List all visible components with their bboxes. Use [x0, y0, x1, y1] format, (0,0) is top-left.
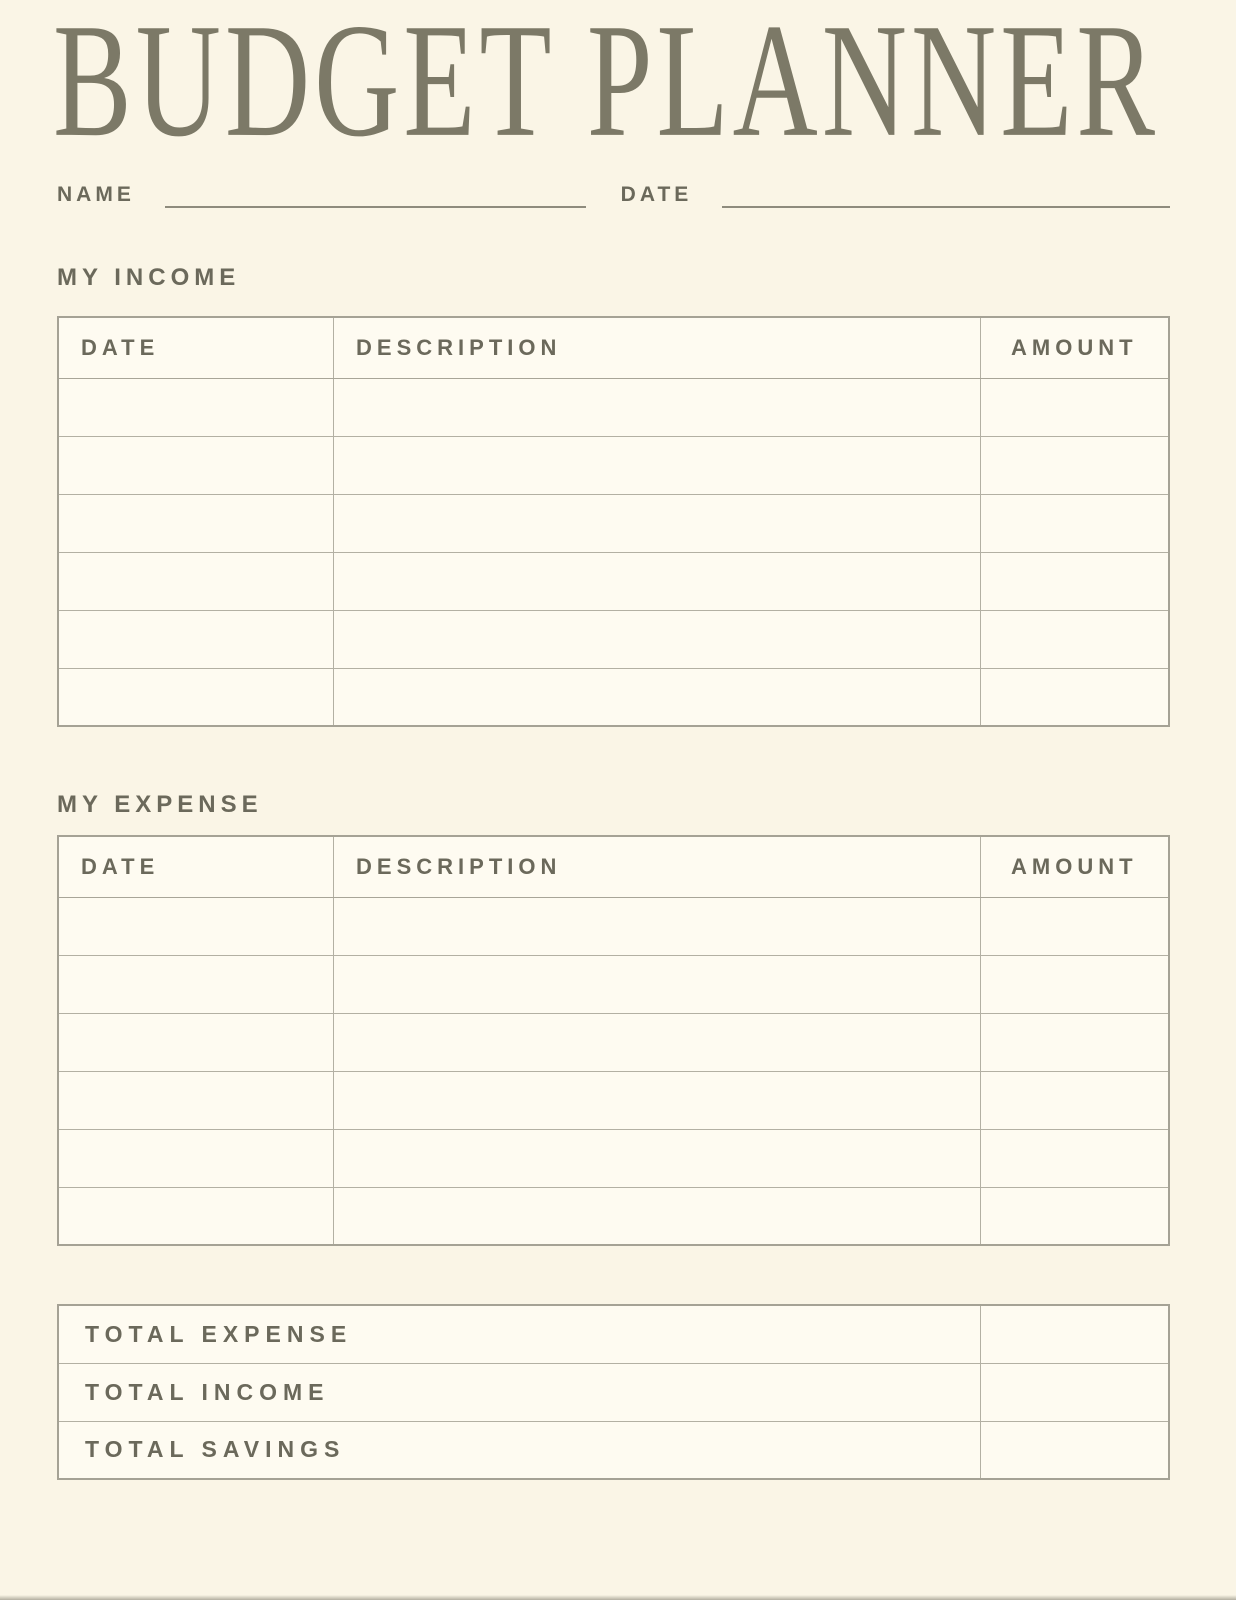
income-column-date: DATE — [58, 317, 334, 378]
totals-table — [57, 1304, 1170, 1480]
total-label: TOTAL INCOME — [58, 1363, 980, 1421]
table-row — [58, 955, 1169, 1013]
date-cell[interactable] — [58, 610, 334, 668]
total-value-cell[interactable] — [980, 1363, 1169, 1421]
table-row — [58, 1187, 1169, 1245]
amount-cell[interactable] — [980, 897, 1169, 955]
expense-header-row — [58, 836, 1169, 897]
amount-cell[interactable] — [980, 1013, 1169, 1071]
description-cell[interactable] — [334, 897, 981, 955]
table-row — [58, 897, 1169, 955]
table-row — [58, 552, 1169, 610]
name-input-line[interactable] — [165, 178, 586, 208]
description-cell[interactable] — [334, 1129, 981, 1187]
description-cell[interactable] — [334, 1187, 981, 1245]
expense-table-body — [58, 897, 1169, 1245]
totals-row — [58, 1421, 1169, 1479]
amount-cell[interactable] — [980, 1129, 1169, 1187]
date-field — [621, 178, 1170, 212]
totals-row — [58, 1363, 1169, 1421]
page-bottom-edge-shadow — [0, 1595, 1236, 1600]
date-cell[interactable] — [58, 378, 334, 436]
income-table-header — [58, 317, 1169, 378]
expense-table-header — [58, 836, 1169, 897]
table-row — [58, 1071, 1169, 1129]
amount-cell[interactable] — [980, 378, 1169, 436]
name-label: NAME — [57, 183, 135, 206]
description-cell[interactable] — [334, 1013, 981, 1071]
total-value-cell[interactable] — [980, 1305, 1169, 1363]
date-cell[interactable] — [58, 668, 334, 726]
table-row — [58, 1013, 1169, 1071]
income-column-description: DESCRIPTION — [334, 317, 981, 378]
total-label: TOTAL EXPENSE — [58, 1305, 980, 1363]
page-title: BUDGET PLANNER — [53, 0, 1160, 171]
date-cell[interactable] — [58, 1129, 334, 1187]
table-row — [58, 610, 1169, 668]
date-cell[interactable] — [58, 436, 334, 494]
table-row — [58, 668, 1169, 726]
description-cell[interactable] — [334, 436, 981, 494]
table-row — [58, 1129, 1169, 1187]
expense-column-date: DATE — [58, 836, 334, 897]
amount-cell[interactable] — [980, 610, 1169, 668]
table-row — [58, 436, 1169, 494]
expense-table — [57, 835, 1170, 1246]
description-cell[interactable] — [334, 1071, 981, 1129]
amount-cell[interactable] — [980, 955, 1169, 1013]
amount-cell[interactable] — [980, 668, 1169, 726]
amount-cell[interactable] — [980, 1071, 1169, 1129]
income-column-amount: AMOUNT — [980, 317, 1169, 378]
amount-cell[interactable] — [980, 1187, 1169, 1245]
date-cell[interactable] — [58, 552, 334, 610]
income-table — [57, 316, 1170, 727]
description-cell[interactable] — [334, 668, 981, 726]
date-cell[interactable] — [58, 494, 334, 552]
date-cell[interactable] — [58, 955, 334, 1013]
date-cell[interactable] — [58, 897, 334, 955]
expense-heading: MY EXPENSE — [57, 791, 263, 818]
header-fields-row — [57, 178, 1170, 212]
income-heading: MY INCOME — [57, 264, 241, 291]
date-label: DATE — [620, 183, 693, 206]
income-table-body — [58, 378, 1169, 726]
total-label: TOTAL SAVINGS — [58, 1421, 980, 1479]
name-field — [57, 178, 586, 212]
totals-table-body — [58, 1305, 1169, 1479]
date-input-line[interactable] — [722, 178, 1170, 208]
expense-column-amount: AMOUNT — [980, 836, 1169, 897]
description-cell[interactable] — [334, 955, 981, 1013]
description-cell[interactable] — [334, 552, 981, 610]
description-cell[interactable] — [334, 610, 981, 668]
amount-cell[interactable] — [980, 494, 1169, 552]
date-cell[interactable] — [58, 1071, 334, 1129]
totals-row — [58, 1305, 1169, 1363]
table-row — [58, 494, 1169, 552]
income-header-row — [58, 317, 1169, 378]
date-cell[interactable] — [58, 1187, 334, 1245]
description-cell[interactable] — [334, 378, 981, 436]
expense-column-description: DESCRIPTION — [334, 836, 981, 897]
table-row — [58, 378, 1169, 436]
amount-cell[interactable] — [980, 552, 1169, 610]
amount-cell[interactable] — [980, 436, 1169, 494]
description-cell[interactable] — [334, 494, 981, 552]
date-cell[interactable] — [58, 1013, 334, 1071]
total-value-cell[interactable] — [980, 1421, 1169, 1479]
